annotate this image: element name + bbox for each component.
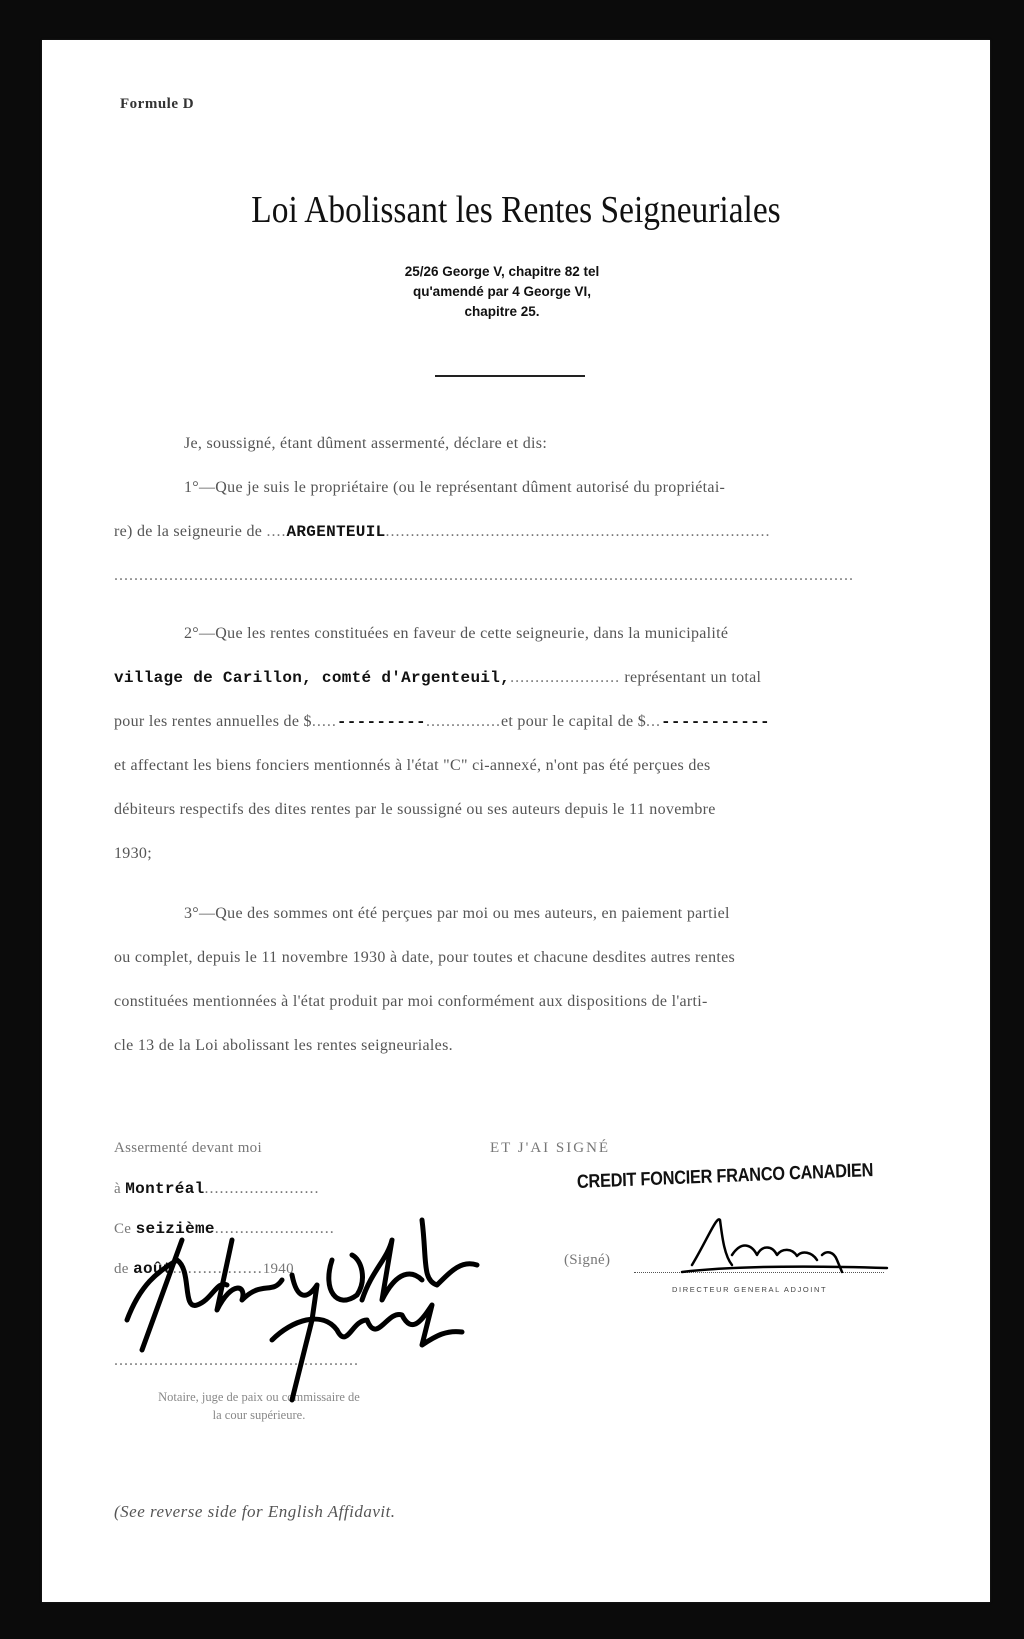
month-prefix: de [114, 1261, 129, 1277]
statute-line: chapitre 25. [464, 304, 540, 319]
statute-reference [342, 262, 662, 322]
paragraph-1-line: re) de la seigneurie de ....ARGENTEUIL............................................................................. [114, 523, 771, 541]
form-number: Formule D [120, 96, 195, 112]
document-page [42, 40, 990, 1602]
statute-line: 25/26 George V, chapitre 82 tel [404, 264, 600, 279]
statute-line: qu'amendé par 4 George VI, [412, 284, 591, 299]
paragraph-2-line: pour les rentes annuelles de $.....---------...............et pour le capital de $...----------- [114, 713, 770, 731]
director-signature [662, 1210, 892, 1280]
day-prefix: Ce [114, 1221, 132, 1237]
paragraph-2-suffix: représentant un total [624, 669, 762, 686]
paragraph-3-line: cle 13 de la Loi abolissant les rentes seigneuriales. [114, 1037, 453, 1054]
paragraph-2-line: 1930; [114, 845, 152, 862]
capital-label: et pour le capital de $ [500, 713, 647, 730]
sworn-place-line: à Montréal....................... [114, 1180, 320, 1198]
paragraph-2-line: et affectant les biens fonciers mentionnés à l'état "C" ci-annexé, n'ont pas été perçues des [114, 757, 711, 774]
capital-field: ----------- [661, 713, 770, 731]
paragraph-3-line: ou complet, depuis le 11 novembre 1930 à date, pour toutes et chacune desdites autres rentes [114, 949, 736, 966]
annual-rent-field: --------- [336, 713, 426, 731]
official-title-line: Notaire, juge de paix ou commissaire de [158, 1390, 360, 1404]
reverse-side-note: (See reverse side for English Affidavit. [114, 1502, 396, 1521]
place-field: Montréal [125, 1180, 205, 1198]
year-field: 1940 [262, 1261, 294, 1277]
company-stamp: CREDIT FONCIER FRANCO CANADIEN [576, 1159, 874, 1193]
paragraph-2-line: village de Carillon, comté d'Argenteuil,...................... représentant un total [114, 669, 762, 687]
municipality-field: village de Carillon, comté d'Argenteuil, [114, 669, 511, 687]
blank-dotted-line: .................................................................................................................................................... [114, 567, 854, 584]
paragraph-2-line: 2°—Que les rentes constituées en faveur de cette seigneurie, dans la municipalité [184, 625, 729, 642]
sworn-day-line: Ce seizième........................ [114, 1220, 335, 1238]
official-signature-line: ................................................. [114, 1352, 359, 1369]
day-field: seizième [135, 1220, 215, 1238]
director-title: DIRECTEUR GENERAL ADJOINT [672, 1285, 828, 1294]
paragraph-3-line: constituées mentionnées à l'état produit par moi conformément aux dispositions de l'arti- [114, 993, 708, 1010]
month-field: août [133, 1260, 173, 1278]
paragraph-3-line: 3°—Que des sommes ont été perçues par moi ou mes auteurs, en paiement partiel [184, 905, 730, 922]
document-title: Loi Abolissant les Rentes Seigneuriales [251, 189, 781, 231]
paragraph-1-prefix: re) de la seigneurie de [114, 523, 263, 540]
signed-label: ET J'AI SIGNÉ [490, 1140, 611, 1156]
official-title-line: la cour supérieure. [212, 1408, 306, 1422]
paragraph-2-line: débiteurs respectifs des dites rentes par le soussigné ou ses auteurs depuis le 11 novembre [114, 801, 716, 818]
paragraph-1-line: 1°—Que je suis le propriétaire (ou le représentant dûment autorisé du propriétai- [184, 479, 726, 496]
signed-prefix: (Signé) [564, 1252, 611, 1268]
sworn-label: Assermenté devant moi [114, 1140, 262, 1156]
notary-signature [122, 1200, 502, 1410]
seigneurie-field: ARGENTEUIL [286, 523, 386, 541]
annual-rent-label: pour les rentes annuelles de $ [114, 713, 312, 730]
sworn-date-line: de août..................1940 [114, 1260, 294, 1278]
intro-text: Je, soussigné, étant dûment assermenté, déclare et dis: [184, 435, 548, 452]
place-prefix: à [114, 1181, 121, 1197]
title-divider [435, 375, 585, 377]
